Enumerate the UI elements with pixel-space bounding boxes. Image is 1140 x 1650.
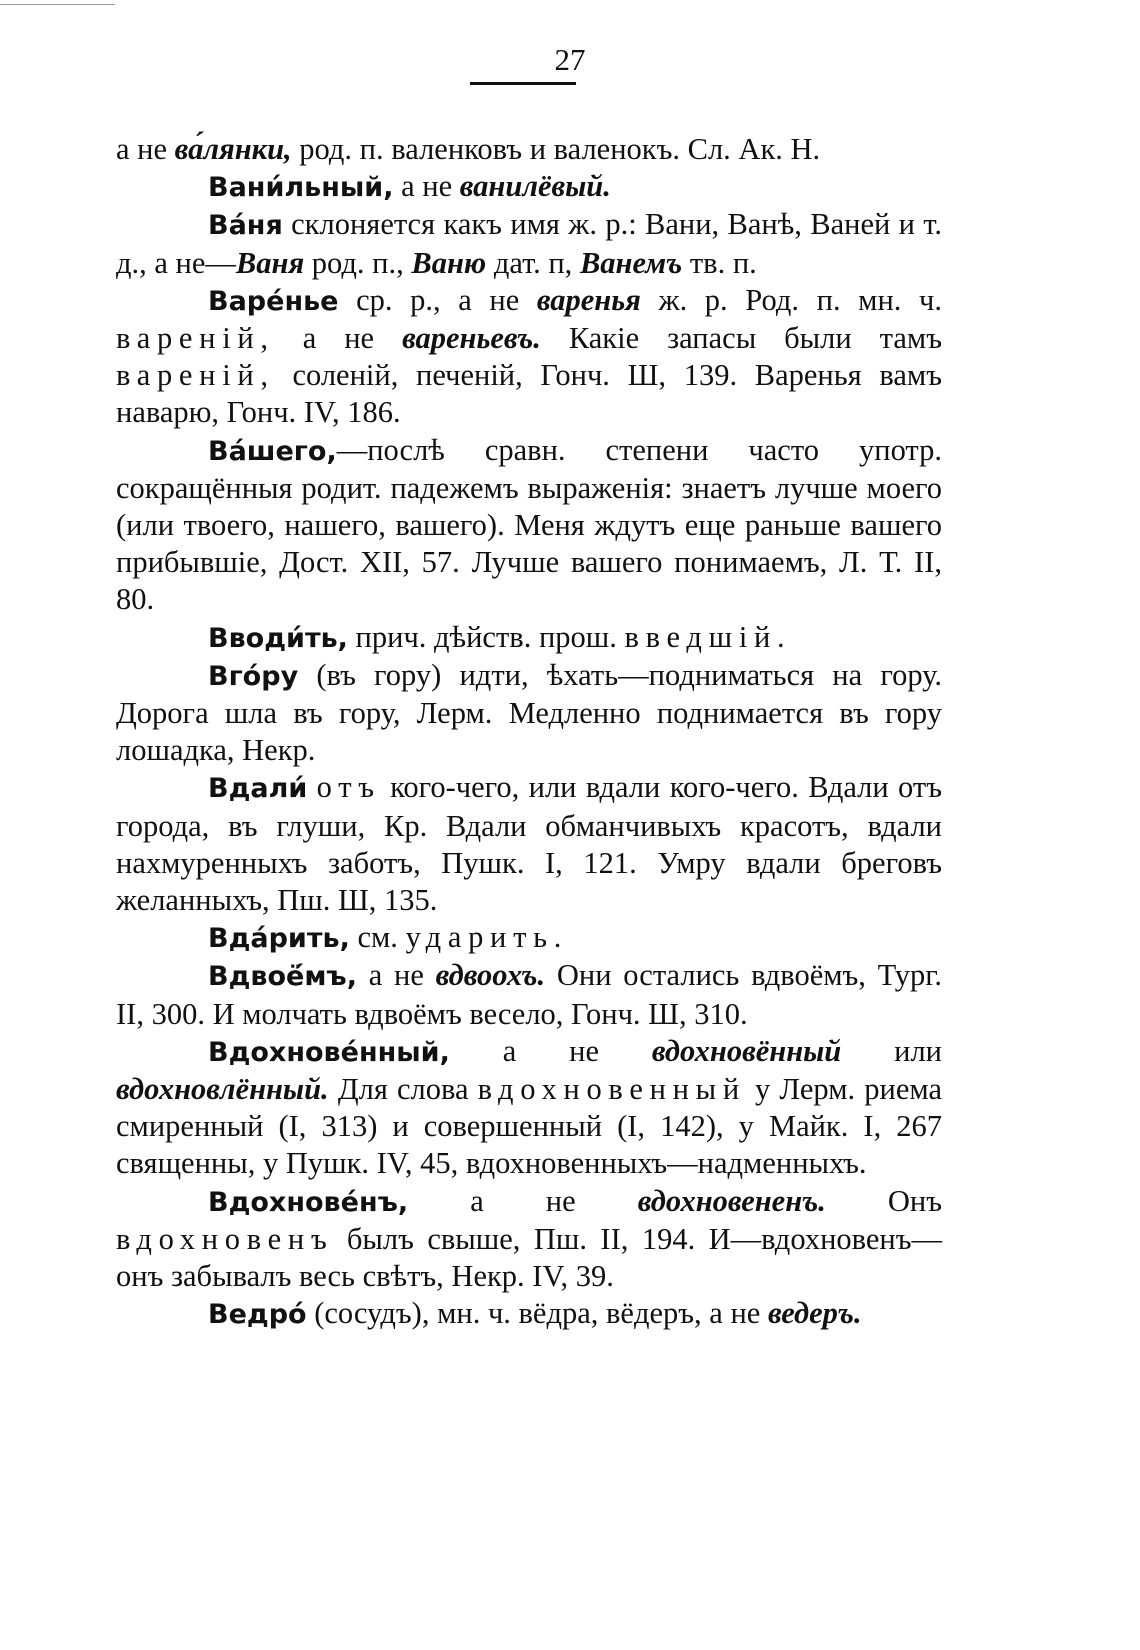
dictionary-entry [116,206,942,281]
entry-headword: Ва́ня [208,210,283,242]
entry-text: а не [408,1183,638,1218]
dictionary-entry [116,168,942,206]
entry-headword: Вго́ру [208,660,299,692]
italic-form: варенья [536,282,641,317]
entry-text: ср. р., а не [338,282,537,317]
entry-text: (въ гору) идти, ѣхать—подниматься на гору. Дорога шла въ гору, Лерм. Медленно поднимается въ гору лошадка, Некр. [116,657,942,768]
spaced-word: отъ [316,770,381,805]
dictionary-entry [116,957,942,1032]
entry-text: Они остались вдвоёмъ, Тург. II, 300. И молчать вдвоёмъ весело, Гонч. Ш, 310. [116,958,942,1031]
italic-form: вдохновененъ. [637,1183,826,1218]
dictionary-text [116,131,942,1334]
entry-headword: Вдохнове́нъ, [208,1186,409,1218]
entry-text: склоняется какъ имя ж. р.: Вани, Ванѣ, Ваней и т. д., а не— [116,207,942,280]
scan-edge-rule [0,4,115,5]
entry-headword: Варе́нье [208,285,339,317]
dictionary-entry [116,282,942,432]
spaced-word: ударить. [405,920,569,955]
page-number-underline [470,82,576,85]
entry-text: —послѣ сравн. степени часто употр. сокращённыя родит. падежемъ выраженія: знаетъ лучше моего (или твоего, нашего, вашего). Меня ждутъ еще раньше вашего прибывшіе, Дост. XII, 57. Лучше вашего понимаемъ, Л. Т. II, 80. [116,432,942,617]
entry-headword: Ведро́ [208,1299,307,1331]
entry-text: см. [349,920,406,955]
entry-headword: Вдвоё́мъ, [208,961,357,993]
italic-form: Ваню [411,245,487,280]
dictionary-entry [116,769,942,919]
entry-text: соленій, печеній, Гонч. Ш, 139. Варенья вамъ наварю, Гонч. IV, 186. [116,358,942,430]
entry-text: а не [356,958,436,993]
dictionary-entry [116,432,942,619]
entry-text: былъ свыше, Пш. II, 194. И—вдохновенъ—онъ забывалъ весь свѣтъ, Некр. IV, 39. [116,1221,942,1294]
entry-text: а не [116,132,175,166]
italic-form: вдохновённый [651,1033,842,1068]
entry-text: дат. п, [486,245,580,280]
spaced-word: вареній, [116,321,275,356]
entry-text: а не [393,169,460,204]
entry-headword: Вда́рить, [208,923,350,955]
entry-text [307,770,316,804]
spaced-word: вдохновенный [477,1072,746,1107]
dictionary-entry [116,919,942,957]
entry-text: Онъ [825,1183,942,1218]
italic-form: вдохновлённый. [116,1072,329,1107]
spaced-word: вареній, [116,358,275,393]
entry-headword: Ва́шего, [208,435,337,467]
italic-form: ванилёвый. [459,169,611,204]
entry-text: Какіе запасы были тамъ [540,321,942,356]
entry-text: кого-чего, или вдали кого-чего. Вдали отъ города, въ глуши, Кр. Вдали обманчивыхъ красотъ, вдали нахмуренныхъ заботъ, Пушк. I, 121. Умру вдали бреговъ желанныхъ, Пш. Ш, 135. [116,770,942,918]
entry-text: тв. п. [682,245,757,280]
entry-text: Для слова [328,1072,478,1107]
italic-form: Ваня [235,245,305,280]
italic-form: ведеръ. [767,1296,862,1331]
entry-text: у Лерм. риема смиренный (I, 313) и совершенный (I, 142), у Майк. I, 267 священны, у Пушк. IV, 45, вдохновенныхъ—надменныхъ. [116,1072,942,1181]
italic-form: вареньевъ. [402,321,541,356]
italic-form: Ванемъ [579,245,683,280]
dictionary-entry [116,1183,942,1296]
italic-form: ва́лянки, [174,132,292,166]
spaced-word: введшій. [624,619,792,654]
dictionary-entry [116,657,942,770]
entry-text: прич. дѣйств. прош. [347,619,625,654]
entry-text: ж. р. Род. п. мн. ч. [640,282,942,317]
entry-text: а не [274,321,403,356]
page-number: 27 [554,42,586,77]
entry-headword: Вани́льный, [208,172,394,204]
dictionary-entry [116,619,942,657]
entry-headword: Вдохнове́нный, [208,1036,450,1068]
entry-text: а не [449,1033,652,1068]
spaced-word: вдохновенъ [116,1221,334,1256]
entry-text: род. п. валенковъ и валенокъ. Сл. Ак. Н. [291,132,821,166]
dictionary-entry [116,1033,942,1183]
entry-text: (сосудъ), мн. ч. вёдра, вёдеръ, а не [306,1296,768,1331]
entry-headword: Вдали́ [208,773,308,805]
entry-headword: Вводи́ть, [208,622,348,654]
entry-text: род. п., [304,245,412,280]
italic-form: вдвоохъ. [435,958,546,993]
dictionary-entry [116,131,942,168]
entry-text: или [841,1033,942,1068]
dictionary-entry [116,1295,942,1333]
